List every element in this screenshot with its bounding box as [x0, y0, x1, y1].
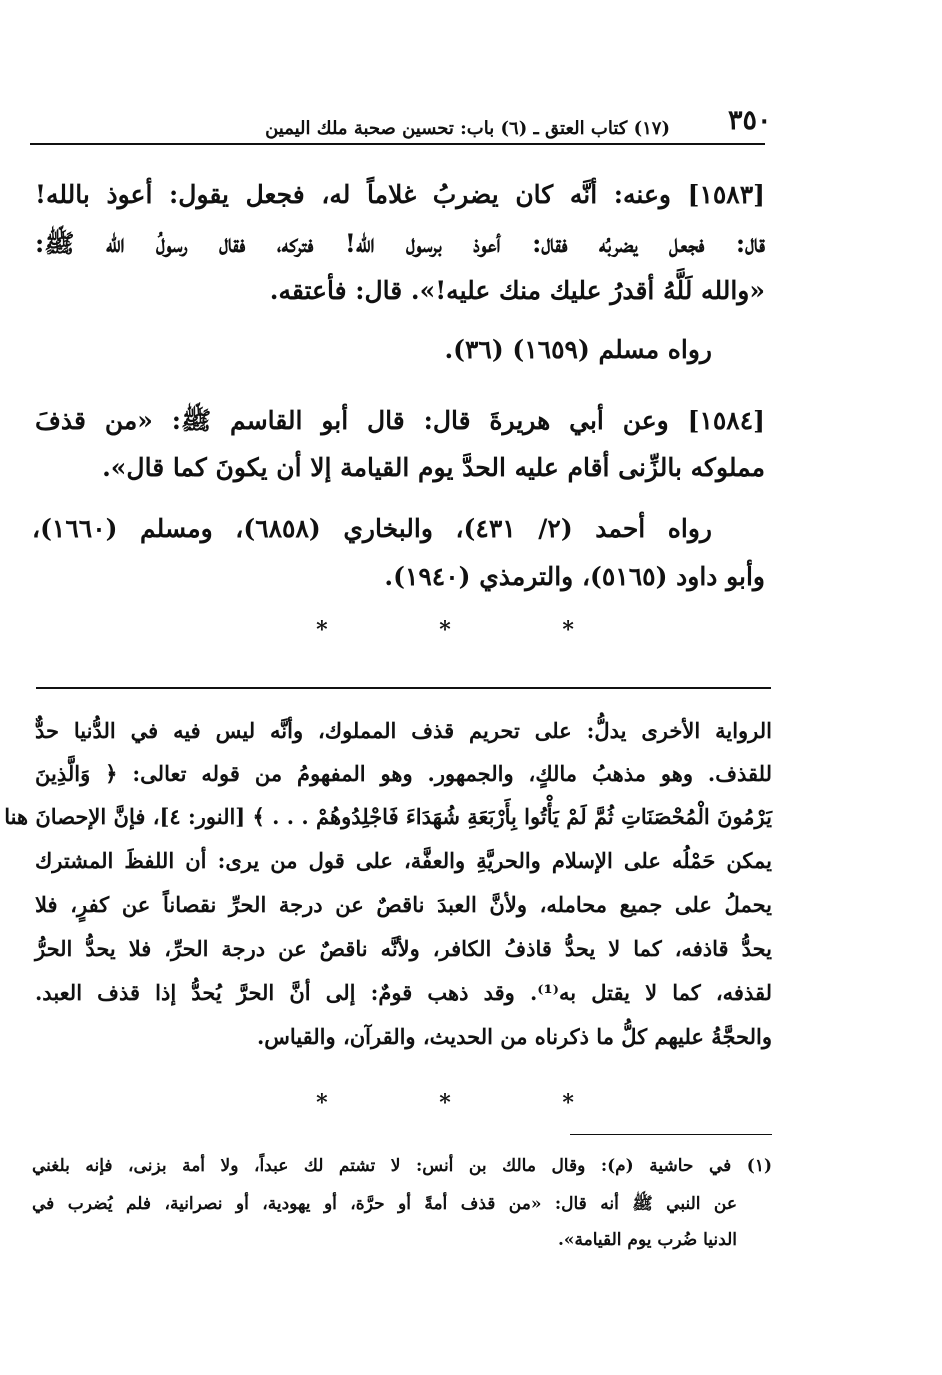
section-separator: * * *: [316, 617, 626, 643]
running-title: (١٧) كتاب العتق ـ (٦) باب: تحسين صحبة ملك اليمين: [265, 118, 670, 139]
footnote-line: (١) في حاشية (م): وقال مالك بن أنس: لا تشتم لك عبداً، ولا أمة بزنى، فإنه بلغني: [32, 1156, 772, 1176]
footnote-line: عن النبي ﷺ أنه قال: «من قذف أمةً أو حرَّة، أو يهودية، أو نصرانية، فلم يُضرب في: [32, 1194, 737, 1214]
hadith-line: قال: فجعل يضربُه فقال: أعوذ برسول الله! فتركه، فقال رسولُ الله ﷺ:: [35, 229, 765, 258]
hadith-line: مملوكه بالزِّنى أقام عليه الحدَّ يوم القيامة إلا أن يكونَ كما قال».: [102, 453, 765, 482]
commentary-line: يحدُّ قاذفه، كما لا يحدُّ قاذفُ الكافر، ولأنَّه ناقصٌ عن درجة الحرِّ، فلا يحدُّ الحرُّ: [35, 936, 772, 961]
commentary-line: يحملُ على جميع محامله، ولأنَّ العبدَ ناقصٌ عن درجة الحرِّ نقصاناً عن كفرٍ، فلا: [35, 892, 772, 917]
footnote-rule: [570, 1134, 772, 1135]
commentary-line: الرواية الأخرى يدلُّ: على تحريم قذف المملوك، وأنَّه ليس فيه في الدُّنيا حدٌّ: [35, 718, 772, 743]
hadith-line: «والله لَلَّهُ أقدرُ عليك منك عليه!». قال: فأعتقه.: [269, 276, 765, 305]
hadith-source: وأبو داود (٥١٦٥)، والترمذي (١٩٤٠).: [384, 562, 765, 591]
page-number: ٣٥٠: [728, 105, 772, 136]
hadith-line: [١٥٨٤] وعن أبي هريرةَ قال: قال أبو القاسم ﷺ: «من قذفَ: [35, 406, 765, 435]
commentary-line: للقذف. وهو مذهبُ مالكٍ، والجمهور. وهو المفهومُ من قوله تعالى: ﴿ وَالَّذِينَ: [35, 761, 772, 786]
hadith-line: [١٥٨٣] وعنه: أنَّه كان يضربُ غلاماً له، فجعل يقول: أعوذ بالله!: [35, 180, 765, 209]
section-separator: * * *: [316, 1090, 626, 1116]
commentary-line: يمكن حَمْلُه على الإسلام والحريَّةِ والعفَّة، على قول من يرى: أن اللفظَ المشترك: [35, 848, 772, 873]
commentary-line: يَرْمُونَ الْمُحْصَنَاتِ ثُمَّ لَمْ يَأْتُوا بِأَرْبَعَةِ شُهَدَاءَ فَاجْلِدُوهُمْ . . . ﴾ [النور: ٤]، فإنَّ الإحصانَ هنا: [4, 804, 772, 829]
commentary-line: لقذفه، كما لا يقتل به⁽¹⁾. وقد ذهب قومٌ: إلى أنَّ الحرَّ يُحدُّ إذا قذف العبد.: [35, 980, 772, 1005]
hadith-source: رواه أحمد (٢/ ٤٣١)، والبخاري (٦٨٥٨)، ومسلم (١٦٦٠)،: [32, 514, 712, 543]
footnote-line: الدنيا ضُرب يوم القيامة».: [557, 1230, 737, 1250]
commentary-line: والحجَّةُ عليهم كلُّ ما ذكرناه من الحديث، والقرآن، والقياس.: [256, 1024, 772, 1049]
hadith-source: رواه مسلم (١٦٥٩) (٣٦).: [444, 335, 712, 364]
header-rule: [30, 143, 765, 145]
commentary-rule: [36, 687, 771, 689]
